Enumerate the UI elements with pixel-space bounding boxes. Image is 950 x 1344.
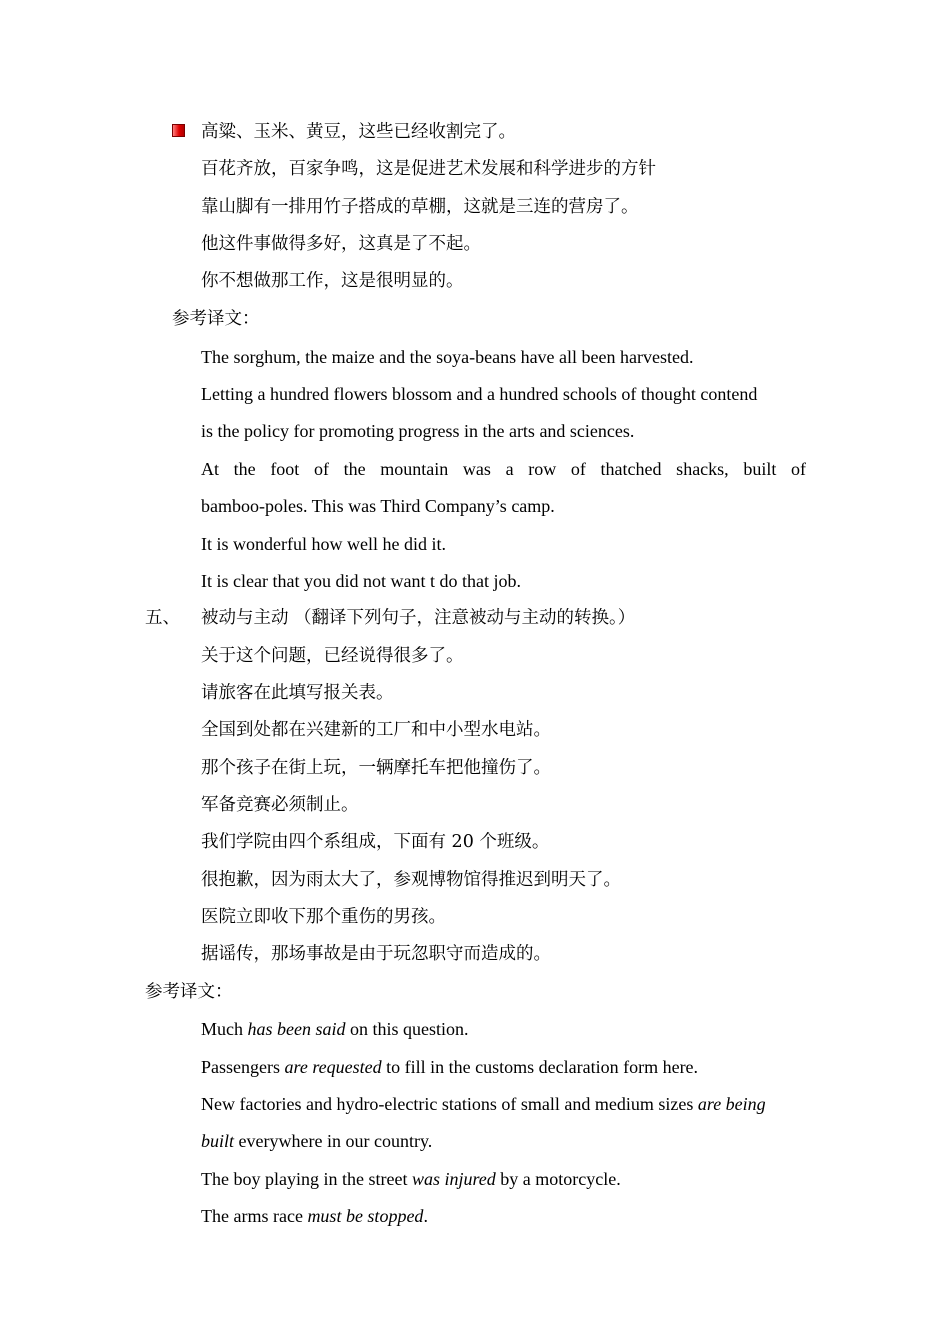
translation-2-line-2: is the policy for promoting progress in the arts and sciences. [201, 421, 635, 441]
answer-1-post: on this question. [345, 1019, 469, 1039]
translation-2-line-1: Letting a hundred flowers blossom and a hundred schools of thought contend [201, 384, 758, 404]
exercise-sentence-8: 医院立即收下那个重伤的男孩。 [201, 907, 446, 927]
answer-3-passive-a: are being [697, 1094, 766, 1114]
answer-4-pre: The boy playing in the street [201, 1169, 412, 1189]
answer-5-pre: The arms race [201, 1206, 308, 1226]
cn-sentence-5: 你不想做那工作，这是很明显的。 [201, 271, 464, 291]
answer-2 [201, 1057, 698, 1077]
cn-sentence-3: 靠山脚有一排用竹子搭成的草棚，这就是三连的营房了。 [201, 197, 639, 217]
section-number: 五、 [145, 608, 180, 628]
exercise-sentence-6: 我们学院由四个系组成，下面有 20 个班级。 [201, 832, 550, 852]
answer-1-passive: has been said [247, 1019, 346, 1039]
answer-5-post: . [423, 1206, 428, 1226]
answer-4-passive: was injured [411, 1169, 496, 1189]
exercise-sentence-9: 据谣传，那场事故是由于玩忽职守而造成的。 [201, 944, 551, 964]
exercise-sentence-2: 请旅客在此填写报关表。 [201, 683, 394, 703]
reference-translation-heading: 参考译文： [145, 982, 233, 1002]
answer-1 [201, 1019, 469, 1039]
cn-sentence-4: 他这件事做得多好，这真是了不起。 [201, 234, 481, 254]
cn-sentence-1: 高粱、玉米、黄豆，这些已经收割完了。 [201, 122, 516, 142]
translation-1: The sorghum, the maize and the soya-beans have all been harvested. [201, 347, 694, 367]
section-title: 被动与主动 （翻译下列句子，注意被动与主动的转换。） [201, 608, 636, 628]
exercise-sentence-1: 关于这个问题，已经说得很多了。 [201, 646, 464, 666]
translation-5: It is clear that you did not want t do that job. [201, 571, 521, 591]
translation-4: It is wonderful how well he did it. [201, 534, 446, 554]
red-square-bullet-icon [172, 124, 185, 137]
exercise-sentence-5: 军备竞赛必须制止。 [201, 795, 359, 815]
answer-4 [201, 1169, 621, 1189]
answer-3-post: everywhere in our country. [234, 1131, 433, 1151]
answer-2-passive: are requested [284, 1057, 382, 1077]
answer-1-pre: Much [201, 1019, 248, 1039]
exercise-sentence-4: 那个孩子在街上玩，一辆摩托车把他撞伤了。 [201, 758, 551, 778]
answer-3-line-1 [201, 1094, 766, 1114]
answer-5-passive: must be stopped [307, 1206, 424, 1226]
answer-2-pre: Passengers [201, 1057, 285, 1077]
translation-3-line-2: bamboo-poles. This was Third Company’s camp. [201, 496, 555, 516]
exercise-sentence-7: 很抱歉，因为雨太大了，参观博物馆得推迟到明天了。 [201, 870, 621, 890]
exercise-sentence-3: 全国到处都在兴建新的工厂和中小型水电站。 [201, 720, 551, 740]
answer-4-post: by a motorcycle. [495, 1169, 621, 1189]
answer-3-line-2 [201, 1131, 432, 1151]
cn-sentence-2: 百花齐放，百家争鸣，这是促进艺术发展和科学进步的方针 [201, 159, 656, 179]
answer-3-passive-b: built [201, 1131, 235, 1151]
answer-5 [201, 1206, 428, 1226]
answer-3-pre: New factories and hydro-electric stations of small and medium sizes [201, 1094, 698, 1114]
answer-2-post: to fill in the customs declaration form here. [381, 1057, 699, 1077]
reference-translation-heading: 参考译文： [172, 309, 260, 329]
translation-3-line-1: At the foot of the mountain was a row of thatched shacks, built of [201, 459, 806, 479]
